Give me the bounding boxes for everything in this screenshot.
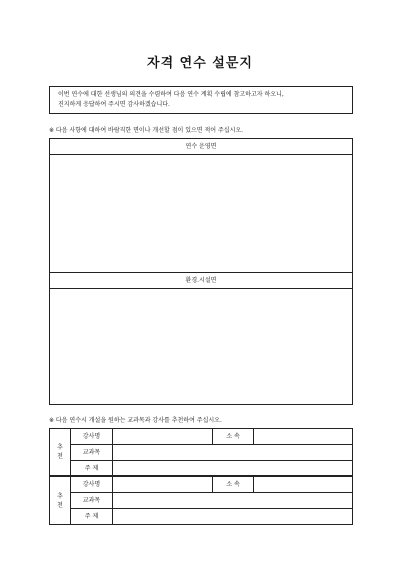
intro-line-1: 이번 연수에 대한 선생님의 의견을 수렴하여 다음 연수 계획 수립에 참고하고자 하오니, bbox=[58, 91, 284, 98]
side-char-2: 천 bbox=[57, 453, 63, 460]
page-title: 자격 연수 설문지 bbox=[147, 56, 253, 71]
theme-label: 주 제 bbox=[71, 509, 113, 525]
intro-line-2: 진지하게 응답하여 주시면 감사하겠습니다. bbox=[58, 101, 170, 108]
facilities-feedback-area[interactable] bbox=[50, 289, 352, 404]
recommendation-block-1 bbox=[49, 428, 353, 476]
section-header-operation: 연수 운영면 bbox=[50, 139, 352, 155]
affiliation-label: 소 속 bbox=[212, 477, 254, 493]
instructor-label: 강사명 bbox=[71, 477, 113, 493]
recommend-side-label bbox=[50, 477, 71, 524]
recommend-instruction: ※ 다음 연수시 개설을 원하는 교과목과 강사를 추천하여 주십시오. bbox=[49, 417, 222, 424]
feedback-table bbox=[49, 138, 353, 405]
intro-box bbox=[49, 86, 353, 114]
operation-feedback-area[interactable] bbox=[50, 155, 352, 272]
subject-label: 교과목 bbox=[71, 445, 113, 461]
subject-label: 교과목 bbox=[71, 493, 113, 509]
side-char-2: 천 bbox=[57, 501, 63, 509]
recommendation-block-2 bbox=[49, 476, 353, 525]
theme-label: 주 제 bbox=[71, 461, 113, 477]
side-char-1: 추 bbox=[57, 444, 63, 451]
section-header-facilities: 환경.시설면 bbox=[50, 272, 352, 289]
side-char-1: 추 bbox=[57, 492, 63, 500]
instructor-label: 강사명 bbox=[71, 429, 113, 445]
feedback-instruction: ※ 다음 사항에 대하여 바람직한 면이나 개선할 점이 있으면 적어 주십시오. bbox=[49, 127, 244, 134]
recommend-side-label bbox=[50, 429, 71, 475]
affiliation-label: 소 속 bbox=[212, 429, 254, 445]
